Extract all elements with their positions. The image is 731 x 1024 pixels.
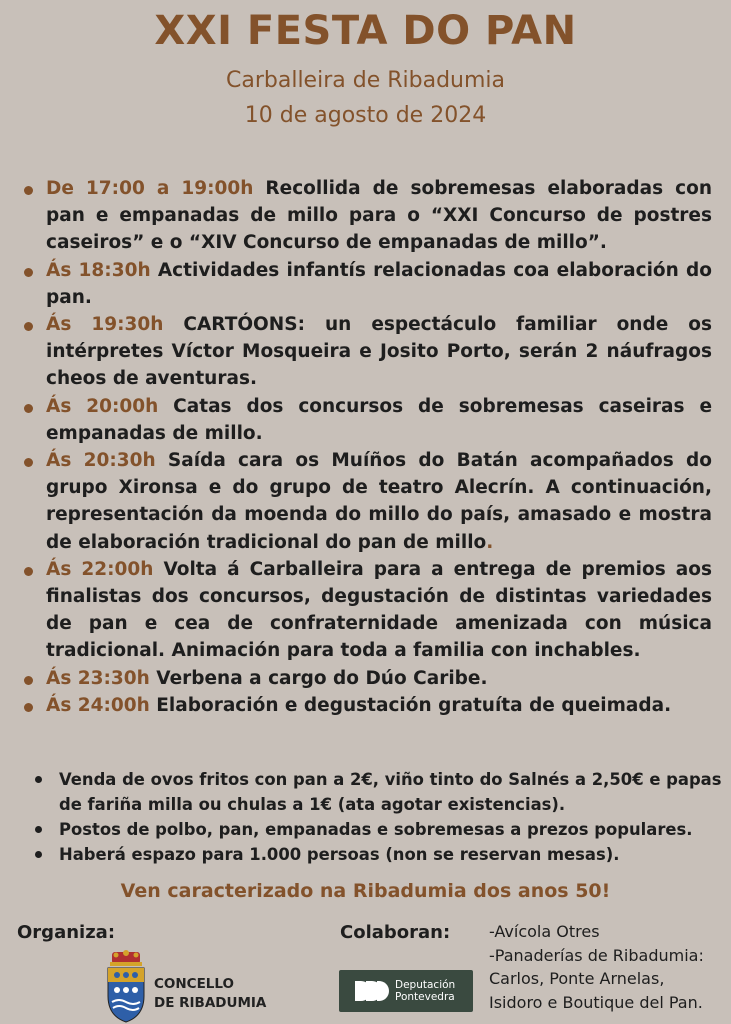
bullet-icon [35, 826, 42, 833]
collaborator-line: -Avícola Otres [489, 922, 600, 941]
bullet-icon [35, 851, 42, 858]
info-item [33, 817, 723, 842]
schedule-item [22, 692, 712, 719]
schedule-text: Actividades infantís [157, 259, 366, 281]
schedule-text: un espectáculo familiar onde os intérpretes Víctor Mosqueira e Josito Porto, serán 2 náufragos cheos de aventuras. [46, 314, 712, 390]
schedule-text: Saída cara os Muíños do Batán acompañados do [167, 450, 712, 472]
concello-line2: DE RIBADUMIA [154, 995, 267, 1011]
info-item [33, 767, 723, 817]
event-date: 10 de agosto de 2024 [244, 103, 487, 128]
callout-text: Ven caracterizado na Ribadumia dos anos 50! [120, 880, 611, 902]
concello-logo-text [154, 975, 266, 1013]
schedule-time: Ás 23:30h [46, 667, 150, 689]
bullet-icon [24, 404, 33, 413]
schedule-time: Ás 20:00h [46, 395, 159, 417]
schedule-time: Ás 18:30h [46, 259, 151, 281]
deputacion-line1: Deputación [395, 979, 456, 991]
bullet-icon [24, 322, 33, 331]
concello-line1: CONCELLO [154, 976, 235, 992]
deputacion-line2: Pontevedra [395, 991, 455, 1003]
schedule-time: Ás 20:30h [46, 450, 156, 472]
info-text: Haberá espazo para 1.000 persoas (non se reservan mesas). [59, 845, 620, 864]
schedule-list [22, 175, 712, 719]
schedule-item [22, 257, 712, 311]
deputacion-logo-icon [353, 979, 389, 1003]
schedule-time: Ás 22:00h [46, 558, 154, 580]
schedule-text: Recollida de sobremesas elaboradas con pan e empanadas de millo para o “XXI Concurso de postres caseiros” e o “XIV Concurso de empanadas de millo”. [46, 178, 712, 254]
schedule-time: Ás 19:30h [46, 314, 164, 336]
schedule-text: inchables. [534, 640, 641, 662]
bullet-icon [24, 458, 33, 467]
collaborators-list [489, 920, 729, 1014]
colaboran-label: Colaboran: [340, 922, 451, 943]
deputacion-text [395, 979, 455, 1003]
bullet-icon [35, 776, 42, 783]
bullet-icon [24, 703, 33, 712]
schedule-text: grupo Xironsa e do grupo de teatro Alecrín [46, 477, 528, 499]
schedule-text: entrega de premios [453, 558, 666, 580]
schedule-time: Ás 24:00h [46, 694, 150, 716]
schedule-time: De 17:00 a 19:00h [46, 178, 254, 199]
schedule-text: . [486, 531, 494, 553]
schedule-text: amenizada con música tradicional. Animación para toda a familia con [46, 613, 712, 662]
collaborator-line: Carlos, Ponte Arnelas, [489, 969, 665, 988]
schedule-text: CARTÓONS: [183, 314, 305, 336]
schedule-text: Volta á Carballeira para a [163, 558, 444, 580]
deputacion-logo [339, 970, 473, 1012]
schedule-text: Verbena a cargo do [156, 667, 359, 689]
bullet-icon [24, 186, 33, 195]
schedule-item [22, 393, 712, 447]
bullet-icon [24, 676, 33, 685]
schedule-item [22, 556, 712, 665]
schedule-text: relacionadas coa elaboración do pan. [46, 259, 712, 308]
schedule-text: Dúo Caribe. [365, 667, 488, 689]
info-list [33, 767, 723, 867]
schedule-text: Elaboración e degustación gratuíta de [156, 694, 555, 716]
schedule-text: Catas dos concursos de sobremesas caseiras e empanadas de millo. [46, 395, 712, 444]
bullet-icon [24, 567, 33, 576]
info-text: Venda de ovos fritos con pan a 2€, viño tinto do Salnés a 2,50€ e papas de fariña milla ou chulas a 1€ (ata agotar existencias). [59, 770, 722, 814]
collaborator-line: -Panaderías de Ribadumia: [489, 945, 704, 965]
schedule-text: . A continuación, representación da moenda do millo do país, amasado e mostra de elaboración tradicional do pan de millo [46, 477, 712, 553]
schedule-text: degustación de distintas variedades de pan e cea de confraternidade [46, 586, 712, 635]
collaborator-line: Isidoro e Boutique del Pan. [489, 992, 703, 1012]
schedule-text: queimada. [561, 694, 672, 716]
info-text: Postos de polbo, pan, empanadas e sobremesas a prezos populares. [59, 820, 693, 839]
schedule-item [22, 311, 712, 393]
info-item [33, 842, 723, 867]
bullet-icon [24, 268, 33, 277]
schedule-item [22, 175, 712, 257]
coat-of-arms-icon [104, 950, 148, 1024]
venue-subtitle: Carballeira de Ribadumia [226, 68, 505, 93]
schedule-item [22, 665, 712, 692]
schedule-item [22, 447, 712, 556]
schedule-text: aos finalistas dos concursos, [46, 558, 712, 608]
organiza-label: Organiza: [17, 922, 116, 943]
page-title: XXI FESTA DO PAN [154, 8, 577, 54]
